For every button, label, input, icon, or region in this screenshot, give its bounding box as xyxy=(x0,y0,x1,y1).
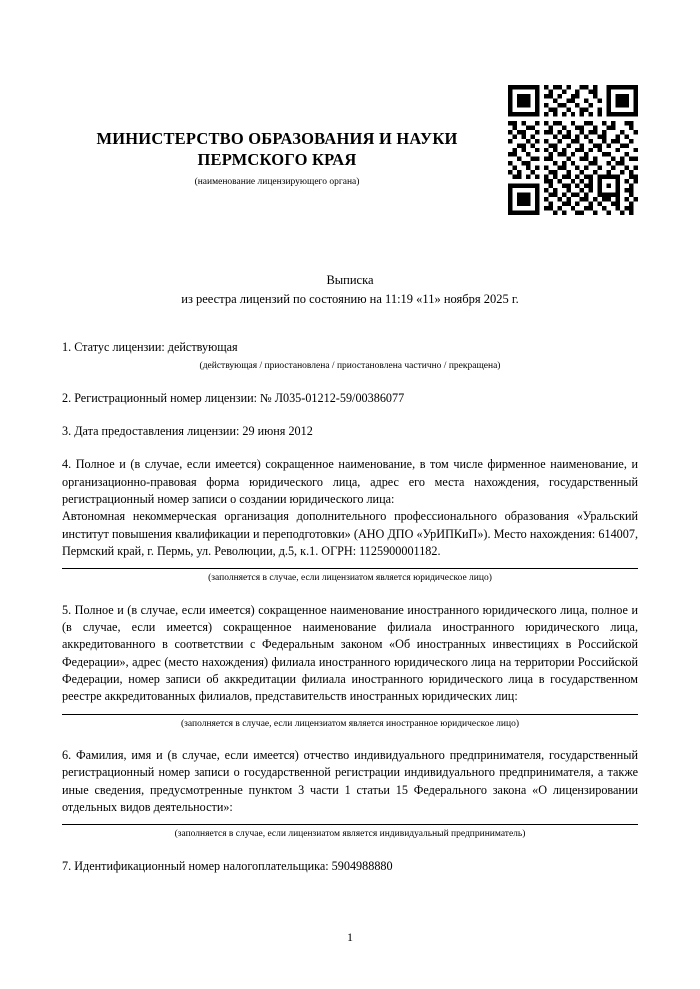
section-foreign-entity-note: (заполняется в случае, если лицензиатом является иностранное юридическое лицо) xyxy=(181,718,519,729)
section-status xyxy=(62,339,638,374)
section-reg-number xyxy=(62,390,638,407)
section-legal-entity-note: (заполняется в случае, если лицензиатом является юридическое лицо) xyxy=(208,573,492,584)
document-type xyxy=(62,271,638,309)
section-inn xyxy=(62,858,638,875)
section-issue-date xyxy=(62,423,638,440)
qr-code-icon xyxy=(508,85,638,215)
divider xyxy=(62,824,638,825)
document-header xyxy=(62,0,492,187)
section-legal-entity-text: 4. Полное и (в случае, если имеется) сокращенное наименование, в том числе фирменное наименование, и организационно-правовая форма юридического лица, адрес его места нахождения, государственный регистрационный номер записи о создании юридического лица: xyxy=(62,457,638,506)
section-legal-entity-value: Автономная некоммерческая организация дополнительного профессионального образования «Уральский институт повышения квалификации и переподготовки» (АНО ДПО «УрИПКиП»). Место нахождения: 614007, Пермский край, г. Пермь, ул. Революции, д.5, к.1. ОГРН: 1125900001182. xyxy=(62,509,638,558)
section-foreign-entity-text: 5. Полное и (в случае, если имеется) сокращенное наименование иностранного юридического лица, полное и (в случае, если имеется) сокращенное наименование филиала иностранного юридического лица, аккредитованного в соответствии с Федеральным законом «Об иностранных инвестициях в Российской Федерации», адрес (место нахождения) филиала иностранного юридического лица на территории Российской Федерации, номер записи об аккредитации филиала иностранного юридического лица в государственном реестре аккредитованных филиалов, представительств иностранных юридических лиц: xyxy=(62,602,638,704)
page-title: МИНИСТЕРСТВО ОБРАЗОВАНИЯ И НАУКИ ПЕРМСКОГО КРАЯ xyxy=(96,129,458,170)
section-reg-number-text: 2. Регистрационный номер лицензии: № Л035-01212-59/00386077 xyxy=(62,390,405,405)
section-individual-entrepreneur-note: (заполняется в случае, если лицензиатом является индивидуальный предприниматель) xyxy=(174,829,526,840)
section-status-text: 1. Статус лицензии: действующая xyxy=(62,339,238,354)
divider xyxy=(62,568,638,569)
section-individual-entrepreneur xyxy=(62,747,638,842)
divider xyxy=(62,714,638,715)
page-number: 1 xyxy=(347,930,353,944)
section-issue-date-text: 3. Дата предоставления лицензии: 29 июня 2012 xyxy=(62,423,313,438)
document-type-line2: из реестра лицензий по состоянию на 11:19 «11» ноября 2025 г. xyxy=(181,291,519,306)
section-individual-entrepreneur-text: 6. Фамилия, имя и (в случае, если имеется) отчество индивидуального предпринимателя, государственный регистрационный номер записи о государственной регистрации индивидуального предпринимателя, а также иные сведения, предусмотренные пунктом 3 части 1 статьи 15 Федерального закона «О лицензировании отдельных видов деятельности»: xyxy=(62,748,638,815)
header-subtitle: (наименование лицензирующего органа) xyxy=(194,177,360,188)
section-status-note: (действующая / приостановлена / приостановлена частично / прекращена) xyxy=(199,361,501,372)
section-legal-entity xyxy=(62,456,638,585)
document-type-line1: Выписка xyxy=(326,273,374,288)
section-inn-text: 7. Идентификационный номер налогоплательщика: 5904988880 xyxy=(62,858,393,873)
section-foreign-entity xyxy=(62,602,638,731)
